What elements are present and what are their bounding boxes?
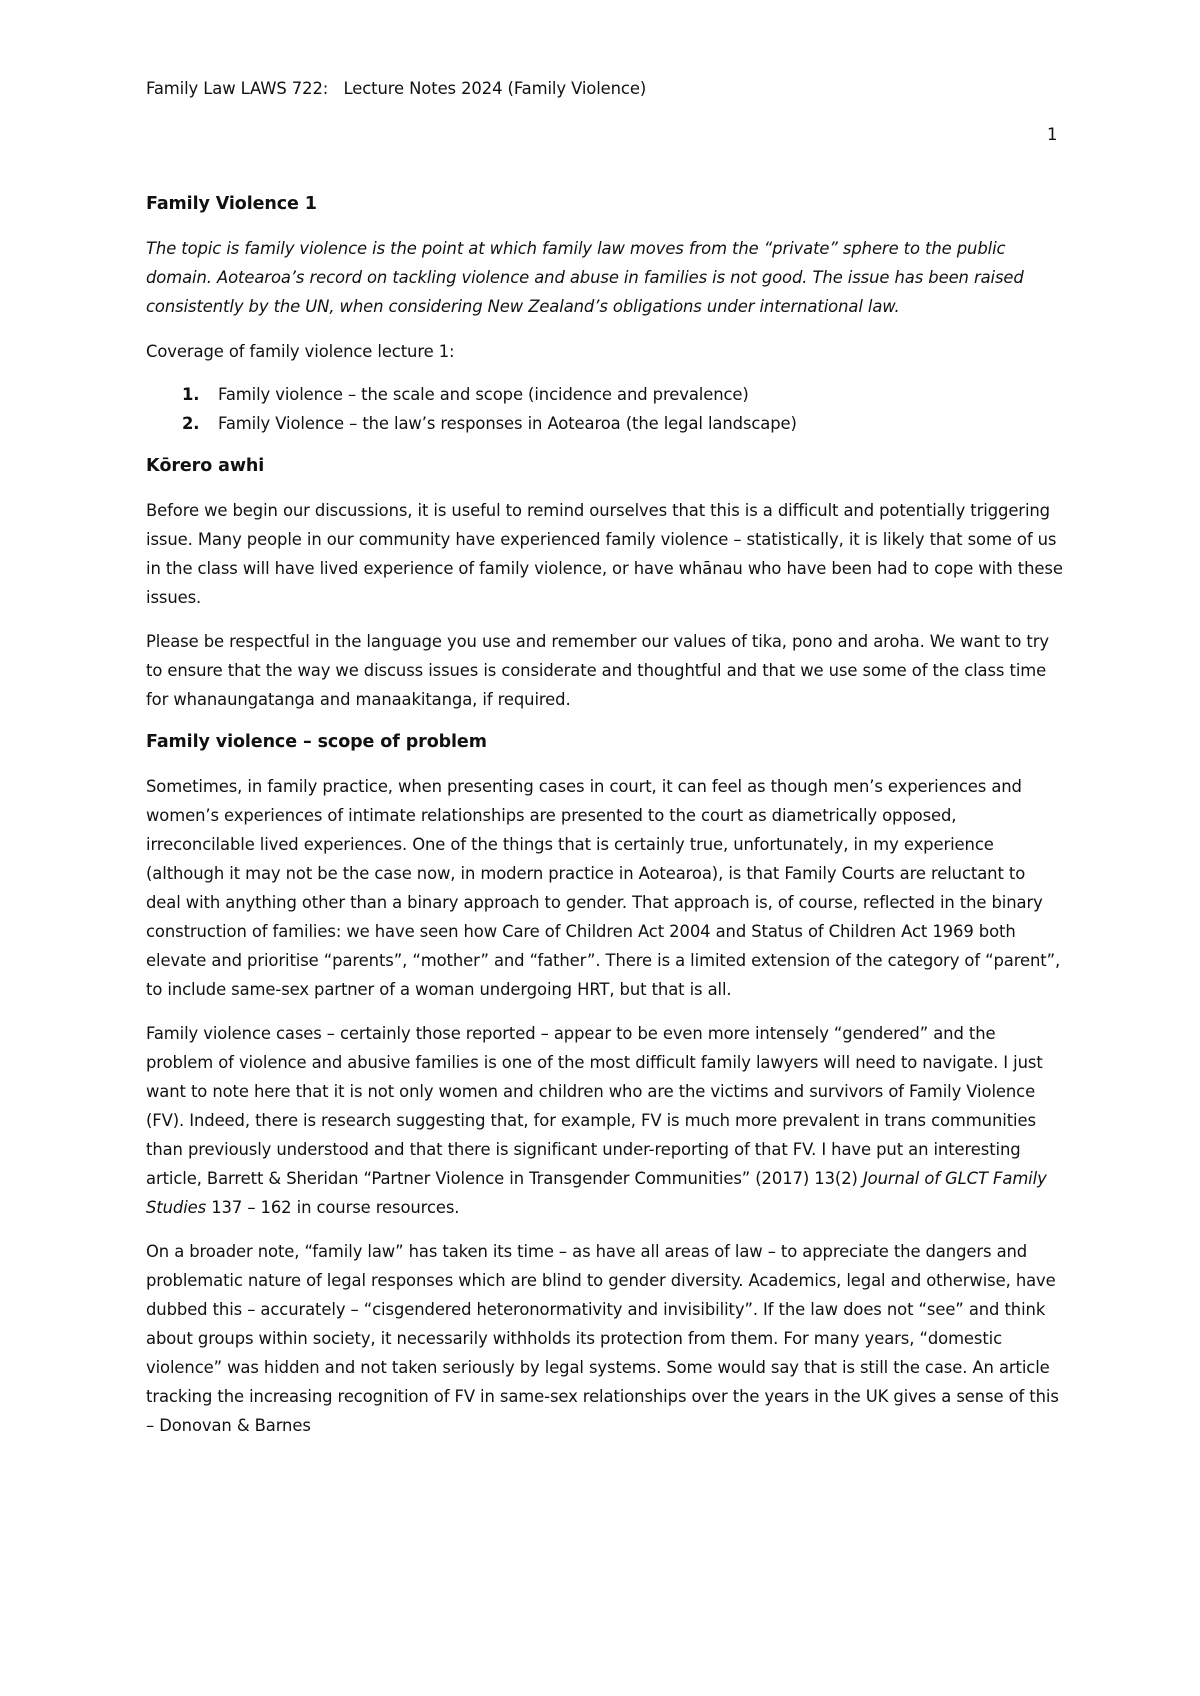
list-item-text: Family Violence – the law’s responses in Aotearoa (the legal landscape) (218, 414, 797, 433)
korero-paragraph-1: Before we begin our discussions, it is useful to remind ourselves that this is a difficult and potentially triggering issue. Many people in our community have experienced family violence – statistically, it is likely that some of us in the class will have lived experience of family violence, or have whānau who have been had to cope with these issues. (146, 501, 1063, 607)
coverage-label: Coverage of family violence lecture 1: (146, 342, 455, 361)
list-item (182, 380, 1064, 409)
intro-paragraph: The topic is family violence is the point at which family law moves from the “private” sphere to the public domain. Aotearoa’s record on tackling violence and abuse in families is not good. The issue has been raised consistently by the UN, when considering New Zealand’s obligations under international law. (146, 239, 1024, 316)
section-title-family-violence-1: Family Violence 1 (146, 194, 317, 214)
coverage-list (146, 380, 1064, 438)
korero-paragraph-2: Please be respectful in the language you use and remember our values of tika, pono and aroha. We want to try to ensure that the way we discuss issues is considerate and thoughtful and that we use some of the class time for whanaungatanga and manaakitanga, if required. (146, 632, 1049, 709)
journal-title: Journal of GLCT Family Studies (146, 1169, 1047, 1217)
section-title-korero-awhi: Kōrero awhi (146, 456, 265, 476)
section-title-scope-of-problem: Family violence – scope of problem (146, 732, 487, 752)
scope-paragraph-3: On a broader note, “family law” has taken its time – as have all areas of law – to appreciate the dangers and problematic nature of legal responses which are blind to gender diversity. Academics, legal and otherwise, have dubbed this – accurately – “cisgendered heteronormativity and invisibility”. If the law does not “see” and think about groups within society, it necessarily withholds its protection from them. For many years, “domestic violence” was hidden and not taken seriously by legal systems. Some would say that is still the case. An article tracking the increasing recognition of FV in same-sex relationships over the years in the UK gives a sense of this – Donovan & Barnes (146, 1242, 1059, 1435)
list-item (182, 409, 1064, 438)
list-item-text: Family violence – the scale and scope (incidence and prevalence) (218, 385, 749, 404)
page-number: 1 (1047, 125, 1058, 144)
scope-paragraph-2-text: Family violence cases – certainly those reported – appear to be even more intensely “gendered” and the problem of violence and abusive families is one of the most difficult family lawyers will need to navigate. I just want to note here that it is not only women and children who are the victims and survivors of Family Violence (FV). Indeed, there is research suggesting that, for example, FV is much more prevalent in trans communities than previously understood and that there is significant under-reporting of that FV. I have put an interesting article, Barrett & Sheridan “Partner Violence in Transgender Communities” (2017) 13(2) (146, 1024, 1043, 1188)
scope-paragraph-1: Sometimes, in family practice, when presenting cases in court, it can feel as though men’s experiences and women’s experiences of intimate relationships are presented to the court as diametrically opposed, irreconcilable lived experiences. One of the things that is certainly true, unfortunately, in my experience (although it may not be the case now, in modern practice in Aotearoa), is that Family Courts are reluctant to deal with anything other than a binary approach to gender. That approach is, of course, reflected in the binary construction of families: we have seen how Care of Children Act 2004 and Status of Children Act 1969 both elevate and prioritise “parents”, “mother” and “father”. There is a limited extension of the category of “parent”, to include same-sex partner of a woman undergoing HRT, but that is all. (146, 777, 1061, 999)
list-item-number: 1. (182, 385, 200, 404)
scope-paragraph-2-end: 137 – 162 in course resources. (206, 1198, 460, 1217)
list-item-number: 2. (182, 414, 200, 433)
page-content (146, 74, 1064, 1440)
scope-paragraph-2 (146, 1019, 1064, 1222)
running-header: Family Law LAWS 722: Lecture Notes 2024 (Family Violence) (146, 79, 647, 98)
